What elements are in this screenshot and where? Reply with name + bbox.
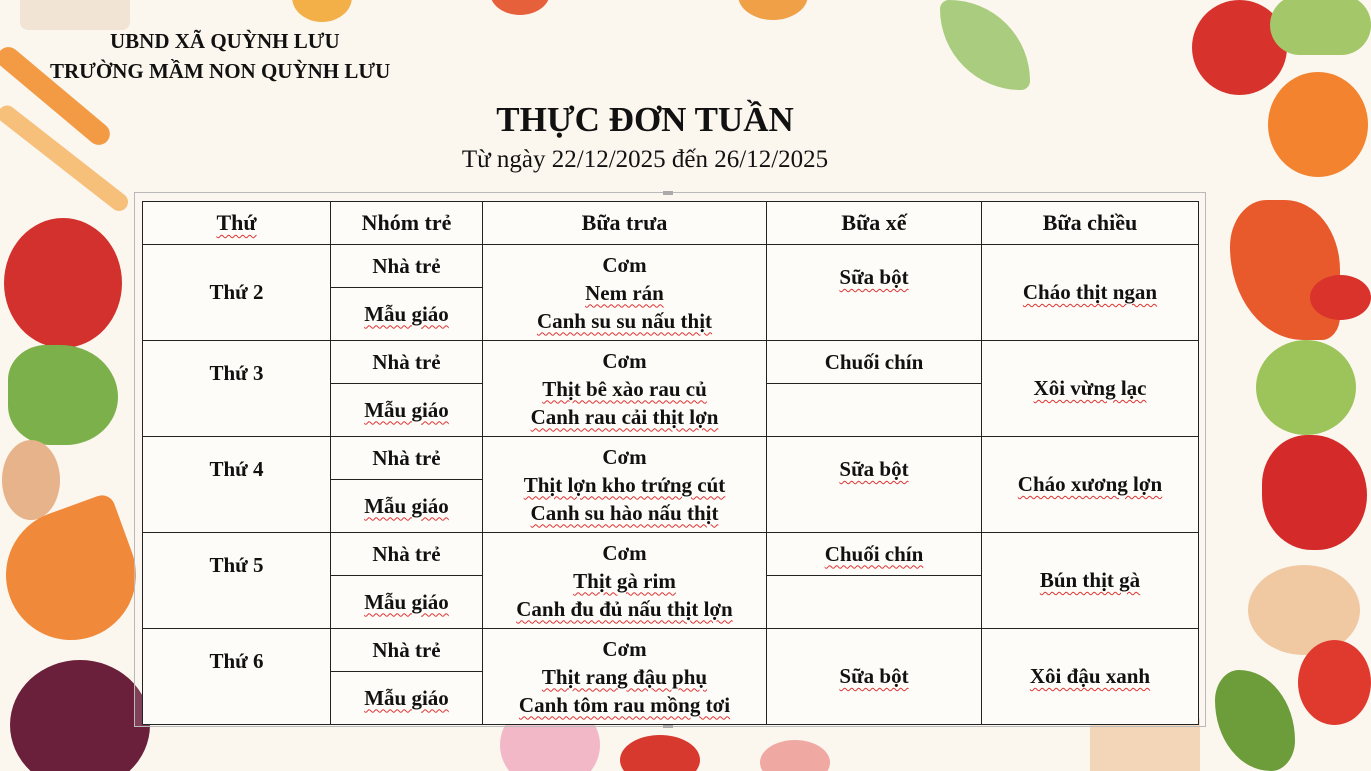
snack-cell: Chuối chín xyxy=(767,341,982,384)
afternoon-cell: Cháo xương lợn xyxy=(982,437,1199,533)
lunch-cell xyxy=(483,245,767,341)
col-header-day: Thứ xyxy=(143,202,331,245)
page-title: THỰC ĐƠN TUẦN xyxy=(496,100,794,139)
col-header-afternoon: Bữa chiều xyxy=(982,202,1199,245)
group-cell: Nhà trẻ xyxy=(331,629,483,672)
lunch-cell xyxy=(483,437,767,533)
afternoon-cell: Cháo thịt ngan xyxy=(982,245,1199,341)
day-cell: Thứ 2 xyxy=(143,245,331,341)
lunch-item: Thịt lợn kho trứng cút xyxy=(523,472,726,497)
lunch-cell xyxy=(483,629,767,725)
col-header-group: Nhóm trẻ xyxy=(331,202,483,245)
table-row xyxy=(143,629,1199,672)
lunch-item: Cơm xyxy=(602,540,647,565)
authority-name: UBND XÃ QUỲNH LƯU xyxy=(110,29,340,53)
date-range: Từ ngày 22/12/2025 đến 26/12/2025 xyxy=(461,146,829,173)
group-cell: Nhà trẻ xyxy=(331,341,483,384)
table-header-row xyxy=(143,202,1199,245)
group-cell: Mẫu giáo xyxy=(331,672,483,725)
group-cell: Nhà trẻ xyxy=(331,245,483,288)
lunch-item: Thịt gà rim xyxy=(573,568,676,593)
lunch-item: Canh su hào nấu thịt xyxy=(530,500,719,525)
lunch-item: Canh tôm rau mồng tơi xyxy=(518,692,731,717)
afternoon-cell: Xôi vừng lạc xyxy=(982,341,1199,437)
day-cell: Thứ 6 xyxy=(143,629,331,725)
table-row xyxy=(143,245,1199,288)
lunch-item: Canh đu đủ nấu thịt lợn xyxy=(516,596,733,621)
lunch-item: Cơm xyxy=(602,444,647,469)
day-cell: Thứ 3 xyxy=(143,341,331,437)
lunch-item: Canh su su nấu thịt xyxy=(536,308,713,333)
afternoon-cell: Bún thịt gà xyxy=(982,533,1199,629)
group-cell: Mẫu giáo xyxy=(331,288,483,341)
snack-cell: Sữa bột xyxy=(767,437,982,533)
lunch-cell xyxy=(483,533,767,629)
col-header-snack: Bữa xế xyxy=(767,202,982,245)
snack-cell: Sữa bột xyxy=(767,629,982,725)
group-cell: Nhà trẻ xyxy=(331,437,483,480)
table-row xyxy=(143,437,1199,480)
lunch-item: Cơm xyxy=(602,252,647,277)
school-name: TRƯỜNG MẦM NON QUỲNH LƯU xyxy=(50,59,391,83)
lunch-item: Thịt bê xào rau củ xyxy=(542,376,707,401)
frame-handle-top[interactable] xyxy=(663,191,673,195)
snack-cell xyxy=(767,384,982,437)
lunch-item: Cơm xyxy=(602,348,647,373)
snack-cell xyxy=(767,576,982,629)
lunch-item: Canh rau cải thịt lợn xyxy=(530,404,719,429)
table-row xyxy=(143,341,1199,384)
afternoon-cell: Xôi đậu xanh xyxy=(982,629,1199,725)
lunch-item: Nem rán xyxy=(585,280,664,305)
snack-cell: Chuối chín xyxy=(767,533,982,576)
group-cell: Mẫu giáo xyxy=(331,480,483,533)
day-cell: Thứ 5 xyxy=(143,533,331,629)
col-header-lunch: Bữa trưa xyxy=(483,202,767,245)
group-cell: Mẫu giáo xyxy=(331,384,483,437)
table-row xyxy=(143,533,1199,576)
group-cell: Nhà trẻ xyxy=(331,533,483,576)
lunch-item: Thịt rang đậu phụ xyxy=(541,664,708,689)
weekly-menu-table[interactable] xyxy=(142,201,1199,725)
group-cell: Mẫu giáo xyxy=(331,576,483,629)
lunch-cell xyxy=(483,341,767,437)
day-cell: Thứ 4 xyxy=(143,437,331,533)
lunch-item: Cơm xyxy=(602,636,647,661)
snack-cell: Sữa bột xyxy=(767,245,982,341)
